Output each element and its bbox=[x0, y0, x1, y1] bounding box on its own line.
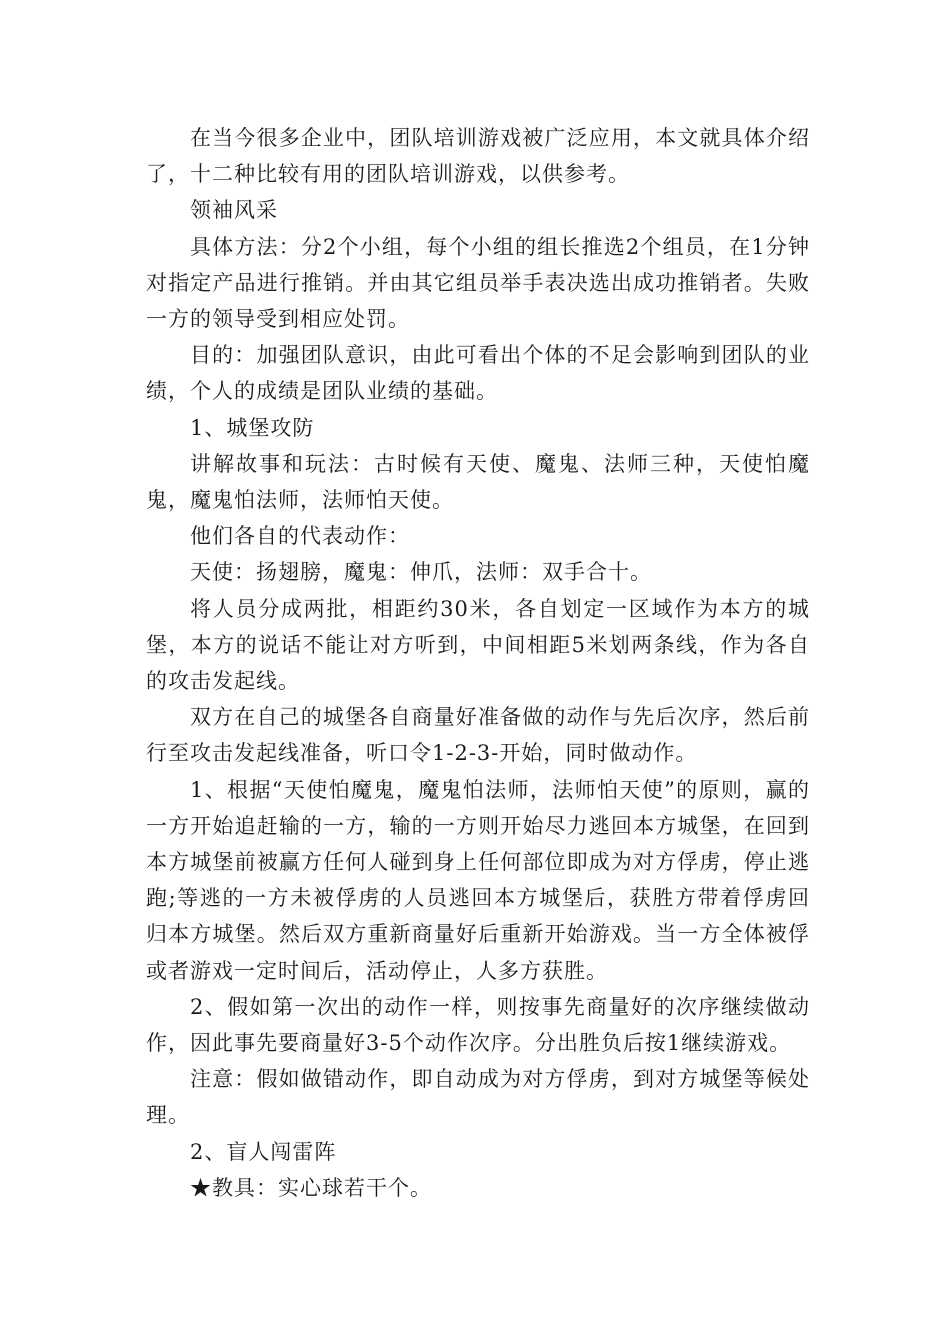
actions-intro-paragraph: 他们各自的代表动作： bbox=[190, 524, 410, 549]
setup-paragraph: 将人员分成两批，相距约30米，各自划定一区域作为本方的城堡，本方的说话不能让对方听到，中间相距5米划两条线，作为各自的攻击发起线。 bbox=[146, 596, 810, 694]
note-paragraph: 注意：假如做错动作，即自动成为对方俘虏，到对方城堡等候处理。 bbox=[146, 1067, 810, 1128]
section-heading-leadership: 领袖风采 bbox=[190, 198, 278, 223]
prepare-paragraph: 双方在自己的城堡各自商量好准备做的动作与先后次序，然后前行至攻击发起线准备，听口令1-2-3-开始，同时做动作。 bbox=[146, 705, 810, 766]
intro-paragraph: 在当今很多企业中，团队培训游戏被广泛应用，本文就具体介绍了，十二种比较有用的团队培训游戏，以供参考。 bbox=[146, 126, 810, 187]
purpose-paragraph: 目的：加强团队意识，由此可看出个体的不足会影响到团队的业绩，个人的成绩是团队业绩的基础。 bbox=[146, 343, 810, 404]
section-heading-minefield: 2、盲人闯雷阵 bbox=[190, 1139, 337, 1164]
story-paragraph: 讲解故事和玩法：古时候有天使、魔鬼、法师三种，天使怕魔鬼，魔鬼怕法师，法师怕天使。 bbox=[146, 451, 810, 513]
method-paragraph: 具体方法：分2个小组，每个小组的组长推选2个组员，在1分钟对指定产品进行推销。并由其它组员举手表决选出成功推销者。失败一方的领导受到相应处罚。 bbox=[146, 234, 810, 332]
equipment-paragraph: ★教具：实心球若干个。 bbox=[190, 1175, 432, 1200]
rule-1-paragraph: 1、根据“天使怕魔鬼，魔鬼怕法师，法师怕天使”的原则，赢的一方开始追赶输的一方，输的一方则开始尽力逃回本方城堡，在回到本方城堡前被赢方任何人碰到身上任何部位即成为对方俘虏，停止逃跑;等逃的一方未被俘虏的人员逃回本方城堡后，获胜方带着俘虏回归本方城堡。然后双方重新商量好后重新开始游戏。当一方全体被俘或者游戏一定时间后，活动停止，人多方获胜。 bbox=[146, 777, 810, 983]
actions-paragraph: 天使：扬翅膀，魔鬼：伸爪，法师：双手合十。 bbox=[190, 560, 652, 585]
rule-2-paragraph: 2、假如第一次出的动作一样，则按事先商量好的次序继续做动作，因此事先要商量好3-5个动作次序。分出胜负后按1继续游戏。 bbox=[146, 994, 810, 1056]
document-body bbox=[146, 120, 810, 1206]
section-heading-castle: 1、城堡攻防 bbox=[190, 415, 315, 440]
